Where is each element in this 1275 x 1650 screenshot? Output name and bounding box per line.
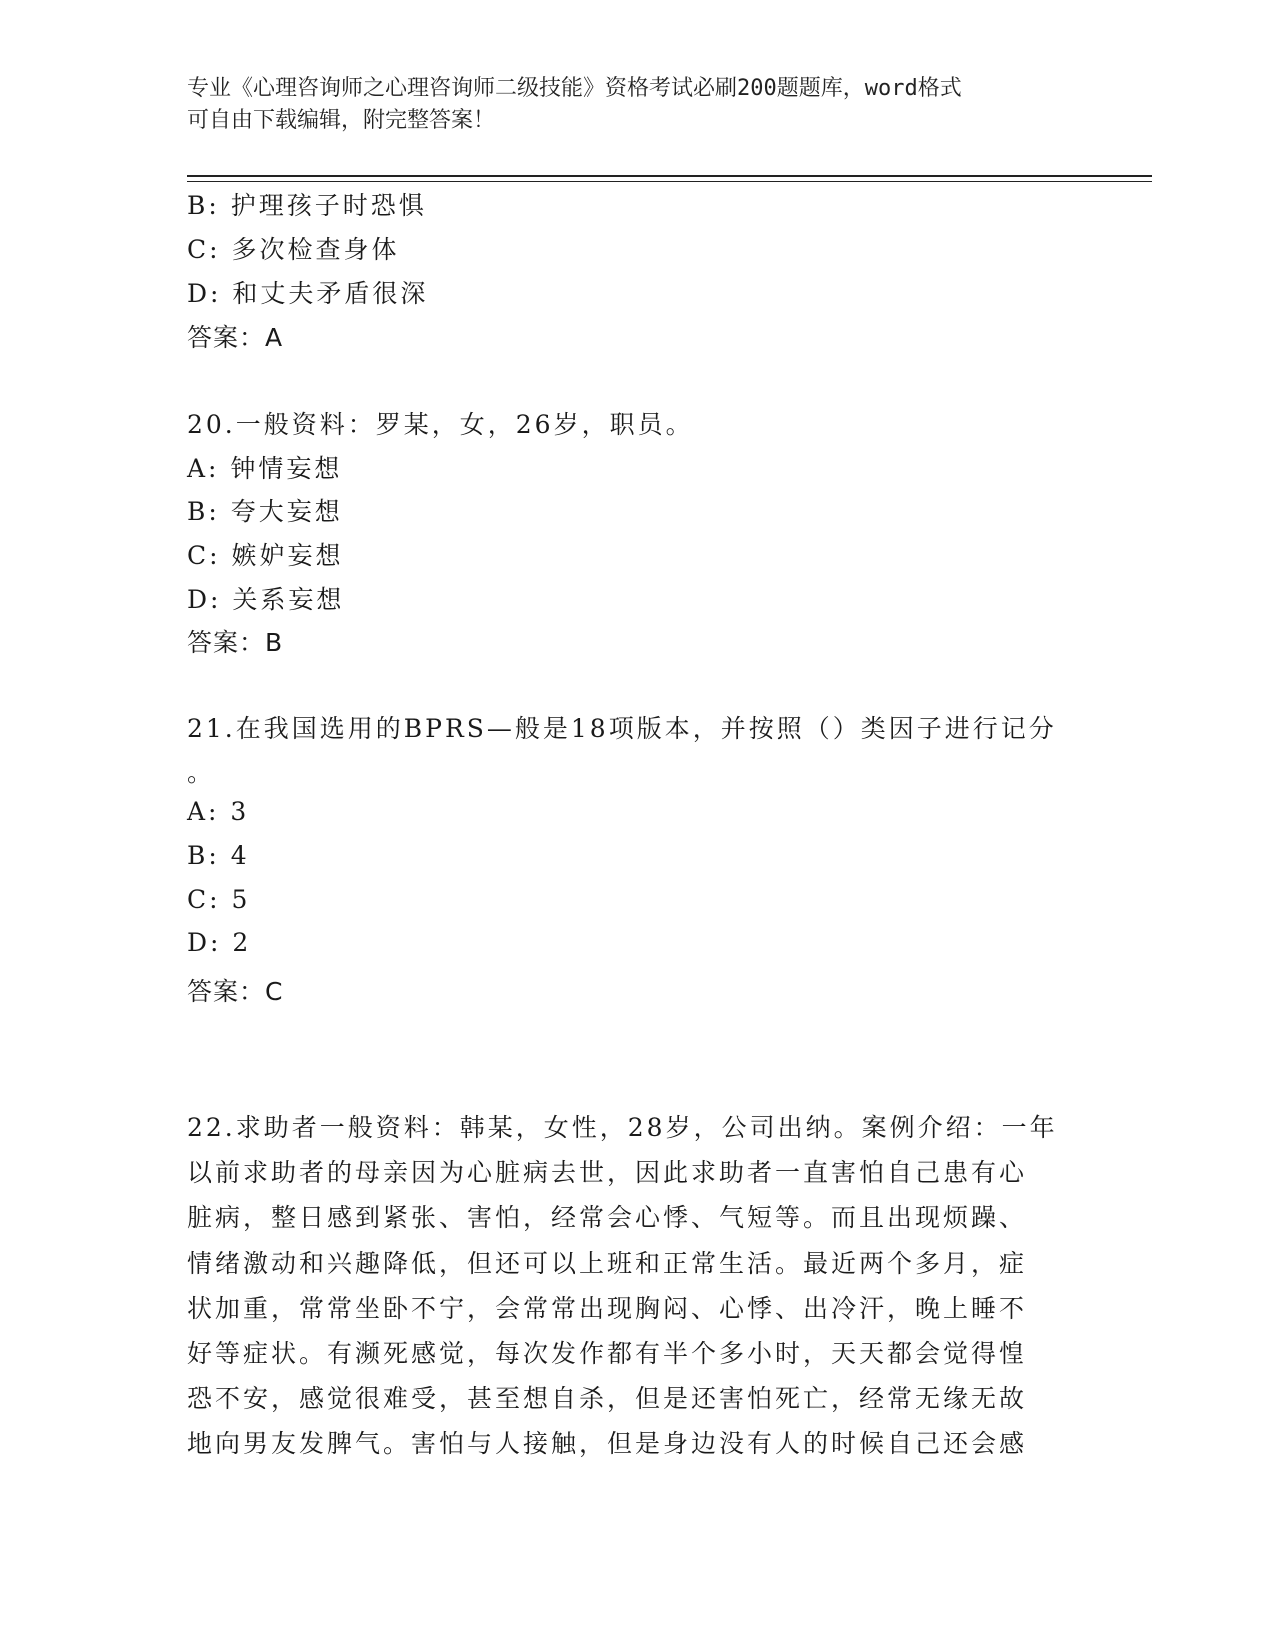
q21-option-a: A: 3 <box>187 797 250 826</box>
q20-option-b: B: 夸大妄想 <box>187 497 343 526</box>
q21-option-c: C: 5 <box>187 885 251 914</box>
q21-stem-line-2: 。 <box>187 758 216 787</box>
header-divider-thin <box>187 181 1152 182</box>
document-header <box>187 73 1067 137</box>
header-title-line-1: 专业《心理咨询师之心理咨询师二级技能》资格考试必刷200题题库，word格式 <box>187 76 962 101</box>
q21-stem-line-1: 21.在我国选用的BPRS—般是18项版本，并按照（）类因子进行记分 <box>187 714 1057 743</box>
q22-line: 恐不安，感觉很难受，甚至想自杀，但是还害怕死亡，经常无缘无故 <box>187 1384 1028 1414</box>
q21-option-b: B: 4 <box>187 841 250 870</box>
q22-paragraph <box>187 1105 1077 1467</box>
q22-line: 以前求助者的母亲因为心脏病去世，因此求助者一直害怕自己患有心 <box>187 1158 1028 1188</box>
q20-option-c: C: 嫉妒妄想 <box>187 541 344 570</box>
q21-option-d: D: 2 <box>187 928 252 957</box>
q20-answer: 答案：B <box>187 628 284 657</box>
q22-line: 地向男友发脾气。害怕与人接触，但是身边没有人的时候自己还会感 <box>187 1429 1028 1459</box>
q21-answer: 答案：C <box>187 977 284 1006</box>
q22-line: 好等症状。有濒死感觉，每次发作都有半个多小时，天天都会觉得惶 <box>187 1339 1028 1369</box>
q20-option-d: D: 关系妄想 <box>187 585 345 614</box>
q20-option-a: A: 钟情妄想 <box>187 454 343 483</box>
q19-option-c: C: 多次检查身体 <box>187 235 400 264</box>
q22-line: 脏病，整日感到紧张、害怕，经常会心悸、气短等。而且出现烦躁、 <box>187 1203 1028 1233</box>
q19-option-b: B: 护理孩子时恐惧 <box>187 191 427 220</box>
q22-line: 22.求助者一般资料：韩某，女性，28岁，公司出纳。案例介绍：一年 <box>187 1113 1058 1142</box>
q19-option-d: D: 和丈夫矛盾很深 <box>187 279 429 308</box>
q22-line: 状加重，常常坐卧不宁，会常常出现胸闷、心悸、出冷汗，晚上睡不 <box>187 1293 1028 1323</box>
header-divider-thick <box>187 175 1152 177</box>
header-title-line-2: 可自由下载编辑，附完整答案！ <box>187 108 496 133</box>
q22-line: 情绪激动和兴趣降低，但还可以上班和正常生活。最近两个多月，症 <box>187 1248 1028 1278</box>
q19-answer: 答案：A <box>187 323 284 352</box>
q20-stem: 20.一般资料：罗某，女，26岁，职员。 <box>187 410 694 439</box>
